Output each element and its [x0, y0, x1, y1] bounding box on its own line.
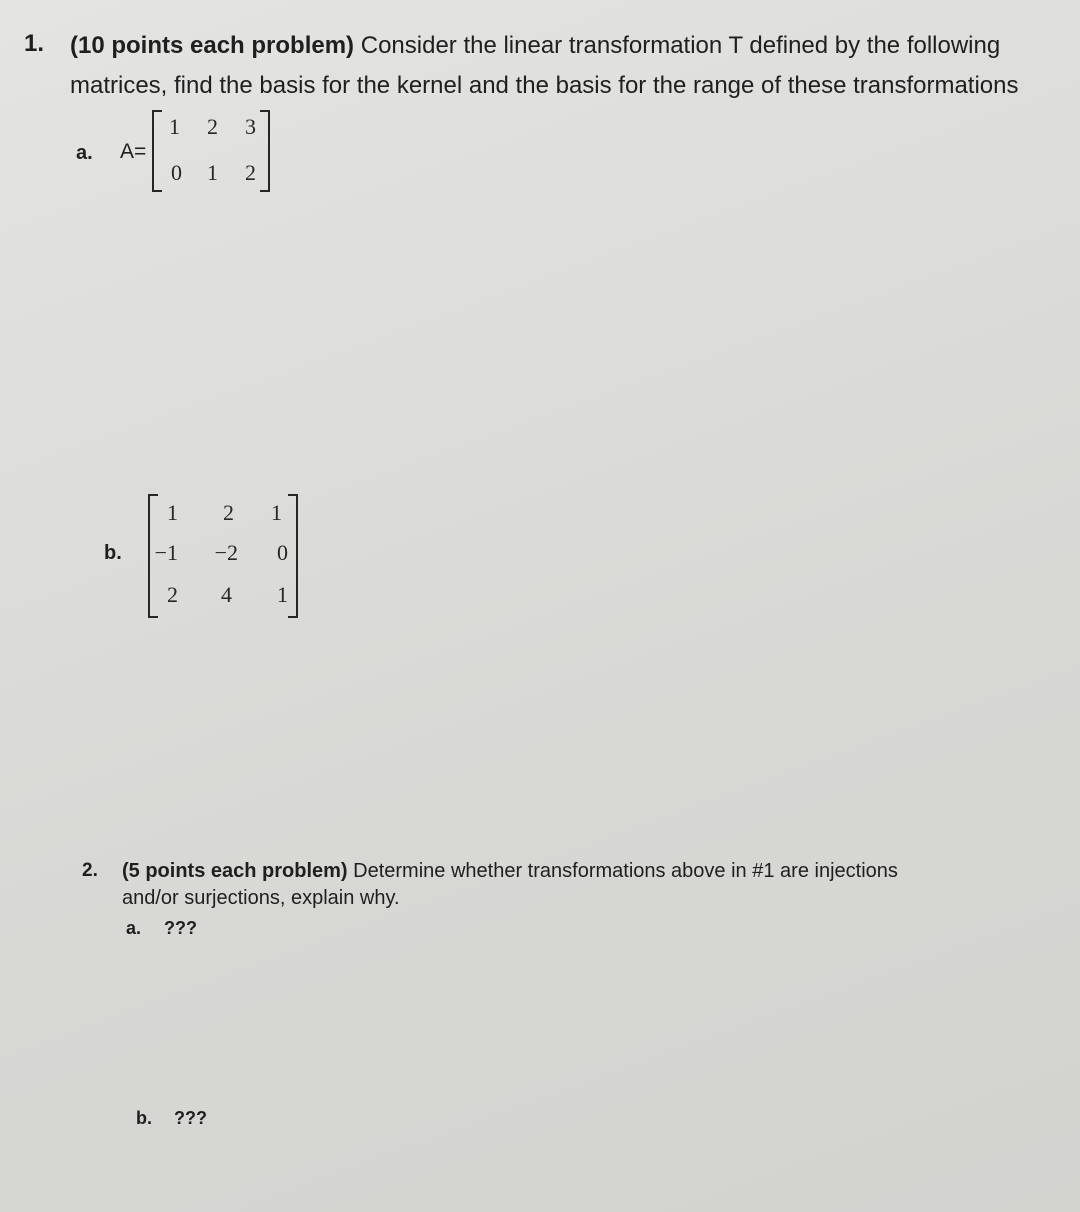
matrix-b-cell: −2 [214, 540, 238, 565]
problem-1-text-1: Consider the linear transformation T defined by the following [354, 32, 1001, 59]
problem-1-part-a-label: a. [76, 142, 93, 164]
problem-1-points: (10 points each problem) [70, 32, 355, 59]
matrix-a-cell: 1 [207, 160, 218, 185]
problem-2-line-2: and/or surjections, explain why. [122, 887, 400, 909]
matrix-a [152, 110, 270, 192]
matrix-a-name: A= [120, 140, 147, 163]
problem-2-number: 2. [82, 860, 98, 881]
matrix-b-right-bracket [288, 494, 298, 618]
matrix-b [148, 494, 298, 618]
problem-1-line-2: matrices, find the basis for the kernel and the basis for the range of these transformations [70, 72, 1019, 99]
matrix-b-cell: 0 [277, 540, 288, 565]
problem-2-line-1 [122, 860, 898, 883]
problem-2-points: (5 points each problem) [122, 860, 348, 882]
matrix-b-cell: 2 [223, 500, 234, 525]
problem-1-line-1 [70, 32, 1000, 60]
matrix-b-cell: 1 [271, 500, 282, 525]
matrix-a-cell: 2 [245, 160, 256, 185]
problem-2-part-a-label: a. [126, 918, 142, 938]
matrix-a-cell: 1 [169, 114, 180, 139]
matrix-a-right-bracket [260, 110, 270, 192]
matrix-a-cell: 3 [245, 114, 256, 139]
problem-1-number: 1. [24, 30, 45, 57]
matrix-b-cell: 1 [167, 500, 178, 525]
problem-2-part-b-label: b. [136, 1108, 152, 1128]
problem-2-part-b-answer: ??? [174, 1108, 207, 1128]
matrix-b-cell: 1 [277, 582, 288, 607]
matrix-b-cell: 2 [167, 582, 178, 607]
problem-1-part-b-label: b. [104, 542, 122, 564]
problem-2-text-1: Determine whether transformations above in #1 are injections [347, 860, 898, 882]
matrix-a-cell: 0 [171, 160, 182, 185]
problem-2-part-a-answer: ??? [164, 918, 197, 938]
matrix-a-cell: 2 [207, 114, 218, 139]
matrix-b-cell: 4 [221, 582, 232, 607]
matrix-b-cell: −1 [154, 540, 178, 565]
